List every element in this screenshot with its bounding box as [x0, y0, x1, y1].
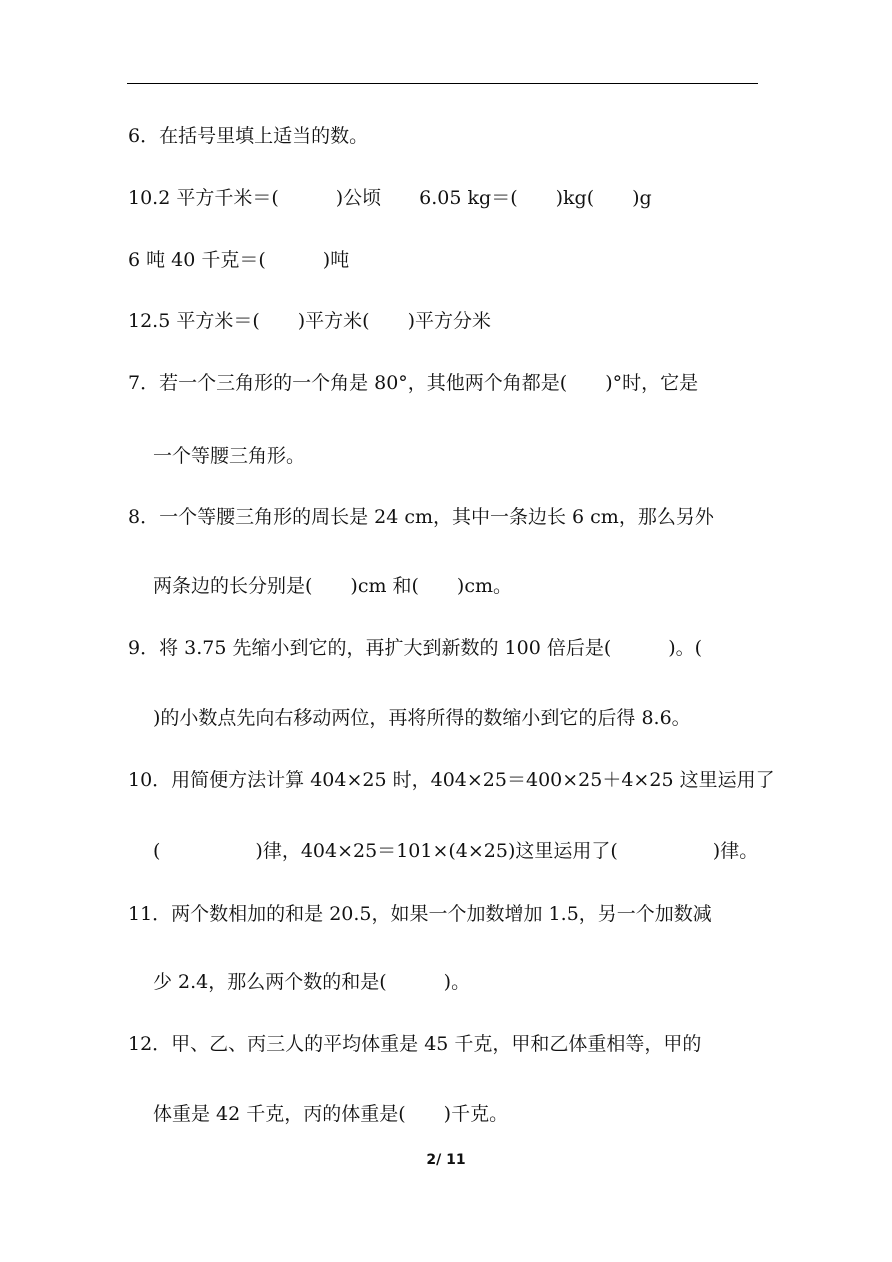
question-12-line-2: 体重是 42 千克，丙的体重是( )千克。	[153, 1103, 509, 1125]
question-11-line-2: 少 2.4，那么两个数的和是( )。	[153, 971, 471, 993]
question-11-line-1: 11．两个数相加的和是 20.5，如果一个加数增加 1.5，另一个加数减	[128, 903, 712, 925]
question-6-line-3: 12.5 平方米＝( )平方米( )平方分米	[128, 310, 491, 332]
question-10-line-2: ( )律，404×25＝101×(4×25)这里运用了( )律。	[153, 840, 759, 862]
question-6-line-1: 10.2 平方千米＝( )公顷 6.05 kg＝( )kg( )g	[128, 187, 652, 209]
question-7-line-2: 一个等腰三角形。	[153, 445, 306, 467]
question-9-line-1: 9．将 3.75 先缩小到它的，再扩大到新数的 100 倍后是( )。(	[128, 637, 703, 659]
question-6-line-2: 6 吨 40 千克＝( )吨	[128, 249, 350, 271]
page-number: 2/ 11	[426, 1152, 466, 1168]
question-12-line-1: 12．甲、乙、丙三人的平均体重是 45 千克，甲和乙体重相等，甲的	[128, 1033, 702, 1055]
question-10-line-1: 10．用简便方法计算 404×25 时，404×25＝400×25＋4×25 这里运用了	[128, 769, 775, 791]
question-7-line-1: 7．若一个三角形的一个角是 80°，其他两个角都是( )°时，它是	[128, 372, 699, 394]
question-8-line-2: 两条边的长分别是( )cm 和( )cm。	[153, 575, 513, 597]
header-rule	[127, 83, 758, 84]
question-9-line-2: )的小数点先向右移动两位，再将所得的数缩小到它的后得 8.6。	[153, 707, 691, 729]
question-8-line-1: 8．一个等腰三角形的周长是 24 cm，其中一条边长 6 cm，那么另外	[128, 506, 714, 528]
question-6-title: 6．在括号里填上适当的数。	[128, 125, 369, 147]
